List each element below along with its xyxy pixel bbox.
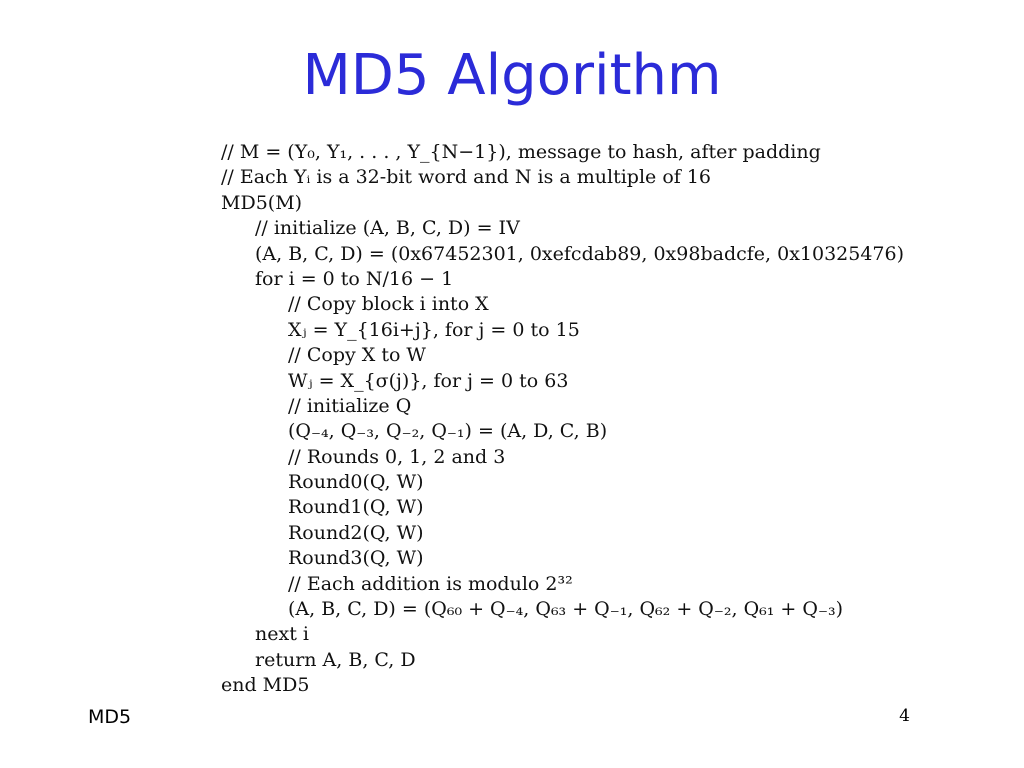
code-line: // Copy X to W <box>288 344 426 367</box>
code-line: Round3(Q, W) <box>288 547 424 570</box>
page-number: 4 <box>899 706 910 726</box>
code-line: return A, B, C, D <box>255 648 416 671</box>
code-line: Round2(Q, W) <box>288 521 424 544</box>
code-line: Round0(Q, W) <box>288 471 424 494</box>
code-line: (A, B, C, D) = (Q₆₀ + Q₋₄, Q₆₃ + Q₋₁, Q₆₂ + Q₋₂, Q₆₁ + Q₋₃) <box>288 598 844 621</box>
algorithm-pseudocode <box>221 140 921 699</box>
code-line: // M = (Y₀, Y₁, . . . , Y_{N−1}), message to hash, after padding <box>221 141 821 163</box>
code-line: // initialize Q <box>288 394 412 417</box>
code-line: // Each addition is modulo 2³² <box>288 572 573 595</box>
code-line: end MD5 <box>221 674 310 697</box>
code-line: next i <box>255 623 309 646</box>
slide-title: MD5 Algorithm <box>302 43 722 108</box>
code-line: // Rounds 0, 1, 2 and 3 <box>288 445 506 468</box>
code-line: Xⱼ = Y_{16i+j}, for j = 0 to 15 <box>288 318 580 341</box>
code-line: (A, B, C, D) = (0x67452301, 0xefcdab89, 0x98badcfe, 0x10325476) <box>255 242 905 265</box>
code-line: // Copy block i into X <box>288 293 489 316</box>
code-line: // Each Yᵢ is a 32-bit word and N is a multiple of 16 <box>221 166 712 189</box>
code-line: (Q₋₄, Q₋₃, Q₋₂, Q₋₁) = (A, D, C, B) <box>288 420 608 443</box>
code-line: for i = 0 to N/16 − 1 <box>255 267 454 290</box>
code-line: MD5(M) <box>221 191 303 214</box>
code-line: Round1(Q, W) <box>288 496 424 519</box>
code-line: Wⱼ = X_{σ(j)}, for j = 0 to 63 <box>288 369 569 392</box>
code-line: // initialize (A, B, C, D) = IV <box>255 217 520 240</box>
footer-label: MD5 <box>88 706 132 728</box>
